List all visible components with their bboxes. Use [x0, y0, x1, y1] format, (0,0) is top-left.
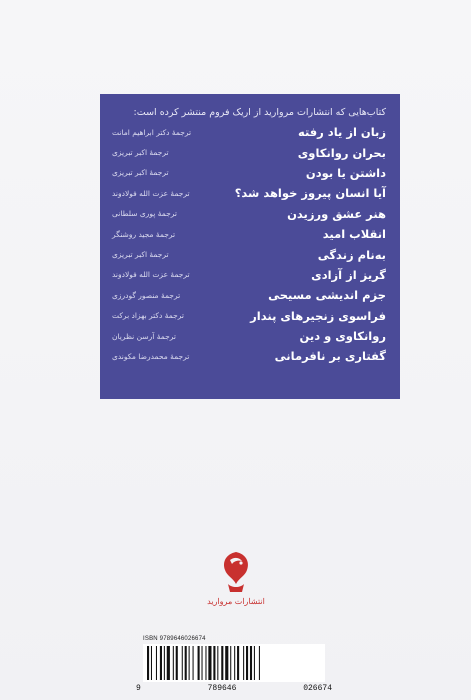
- book-title: زبان از یاد رفته: [297, 125, 386, 140]
- barcode-digit-group: 789646: [207, 684, 237, 693]
- book-title: گریز از آزادی: [311, 267, 386, 282]
- book-row: [112, 122, 386, 142]
- book-row: [112, 265, 386, 285]
- book-title: روانکاوی و دین: [299, 329, 386, 344]
- book-row: [112, 204, 386, 224]
- book-title: گفتاری بر نافرمانی: [274, 349, 386, 364]
- book-translator: ترجمهٔ عزت الله فولادوند: [112, 270, 190, 280]
- book-list: [112, 122, 386, 367]
- book-translator: ترجمهٔ اکبر تبریزی: [112, 168, 169, 178]
- book-title: به‌نام زندگی: [317, 247, 386, 262]
- book-row: [112, 346, 386, 366]
- book-row: [112, 224, 386, 244]
- book-row: [112, 326, 386, 346]
- book-translator: ترجمهٔ منصور گودرزی: [112, 290, 181, 300]
- book-translator: ترجمهٔ آرسن نظریان: [112, 331, 176, 341]
- book-title: انقلاب امید: [322, 227, 386, 242]
- publisher-name: انتشارات مروارید: [207, 597, 265, 606]
- book-row: [112, 142, 386, 162]
- book-translator: ترجمهٔ دکتر ابراهیم امانت: [112, 127, 192, 137]
- book-translator: ترجمهٔ دکتر بهزاد برکت: [112, 311, 184, 321]
- book-translator: ترجمهٔ اکبر تبریزی: [112, 250, 169, 260]
- book-title: جزم اندیشی مسیحی: [268, 288, 386, 303]
- book-translator: ترجمهٔ اکبر تبریزی: [112, 148, 169, 158]
- barcode-digit-group: 026674: [303, 684, 332, 693]
- barcode-digits: [136, 684, 332, 693]
- barcode-icon: [143, 644, 325, 682]
- book-list-intro: کتاب‌هایی که انتشارات مروارید از اریک فروم منتشر کرده است:: [133, 107, 386, 118]
- publisher-logo-icon: [216, 548, 256, 598]
- book-translator: ترجمهٔ محمدرضا مکوندی: [112, 351, 190, 361]
- book-title: هنر عشق ورزیدن: [287, 206, 386, 221]
- isbn-number: ISBN 9789646026674: [143, 636, 206, 642]
- book-translator: ترجمهٔ پوری سلطانی: [112, 209, 177, 219]
- book-title: آیا انسان پیروز خواهد شد؟: [234, 186, 386, 201]
- book-title: بحران روانکاوی: [297, 145, 386, 160]
- book-row: [112, 285, 386, 305]
- book-translator: ترجمهٔ عزت الله فولادوند: [112, 188, 190, 198]
- book-title: داشتن یا بودن: [305, 165, 386, 180]
- book-list-panel: [100, 94, 400, 399]
- book-title: فراسوی زنجیرهای پندار: [250, 308, 386, 323]
- book-row: [112, 183, 386, 203]
- barcode-digit-group: 9: [136, 684, 141, 693]
- book-translator: ترجمهٔ مجید روشنگر: [112, 229, 176, 239]
- book-row: [112, 306, 386, 326]
- book-row: [112, 244, 386, 264]
- book-row: [112, 163, 386, 183]
